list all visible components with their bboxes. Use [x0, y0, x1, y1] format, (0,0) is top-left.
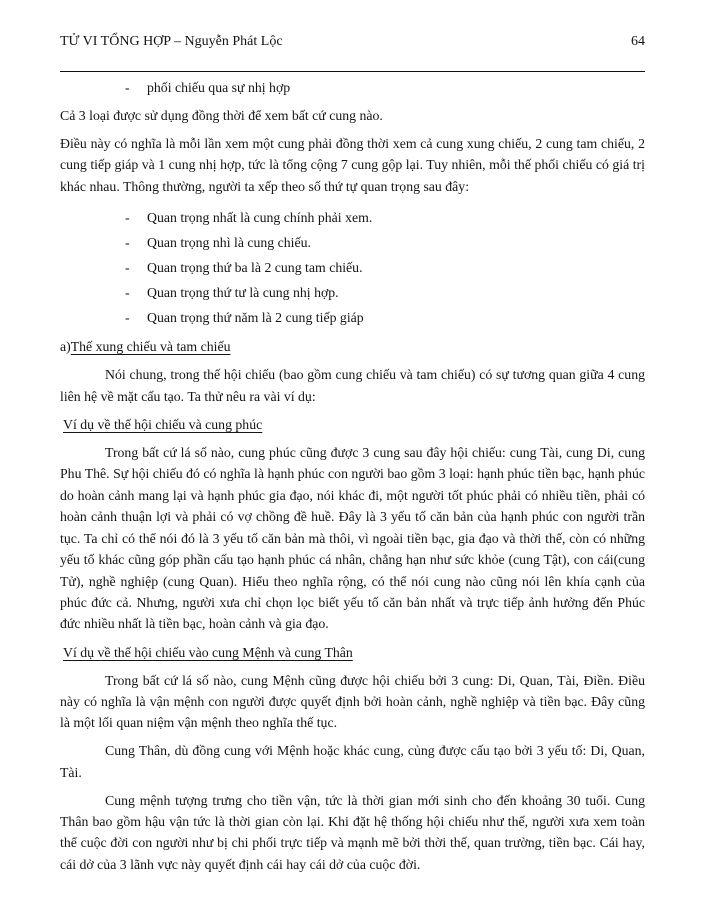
list-item-text: Quan trọng thứ tư là cung nhị hợp.: [147, 285, 339, 301]
example1-heading: Ví dụ về thế hội chiếu và cung phúc: [63, 417, 263, 433]
dash-marker: -: [125, 285, 130, 301]
list-item: [125, 257, 645, 278]
page-number: 64: [631, 34, 645, 49]
intro-list-item-text: phối chiếu qua sự nhị hợp: [147, 80, 291, 95]
intro-list-item: [125, 77, 645, 98]
example2-paragraph-2: Cung Thân, dù đồng cung với Mệnh hoặc khác cung, củng được cấu tạo bởi 3 yếu tố: Di, Quan, Tài.: [60, 743, 645, 780]
section-a-heading: [60, 336, 645, 357]
paragraph-usage: Cả 3 loại được sử dụng đồng thời để xem bất cứ cung nào.: [60, 107, 383, 123]
book-title: TỬ VI TỔNG HỢP – Nguyễn Phát Lộc: [60, 34, 283, 49]
list-item-text: Quan trọng nhì là cung chiếu.: [147, 235, 311, 251]
example2-paragraph-1: Trong bất cứ lá số nào, cung Mệnh cũng được hội chiếu bởi 3 cung: Di, Quan, Tài, Điền. Điều này có nghĩa là vận mệnh con người được quyết định bởi hoàn cảnh, nghề nghiệp và tiền bạc. Đây cũng là một lối quan niệm vận mệnh theo nghĩa thế tục.: [60, 672, 645, 731]
dash-marker: -: [125, 80, 130, 95]
example2-paragraph-3: Cung mệnh tượng trưng cho tiền vận, tức là thời gian mới sinh cho đến khoảng 30 tuổi. Cung Thân bao gồm hậu vận tức là thời gian còn lại. Khi đặt hệ thống hội chiếu như thế, người xưa xem toàn thể cuộc đời con người như bị chi phối trực tiếp và mạnh mẽ bởi thời thế, quan trường, tiền bạc. Cái hay, cái dở của 3 lãnh vực này quyết định cái hay cái dở của cuộc đời.: [60, 792, 645, 872]
list-item-text: Quan trọng nhất là cung chính phải xem.: [147, 210, 373, 226]
paragraph-noi-chung: Nói chung, trong thế hội chiếu (bao gồm cung chiếu và tam chiếu) có sự tương quan giữa 4 cung liên hệ về mặt cấu tạo. Ta thử nêu ra vài ví dụ:: [60, 367, 645, 404]
dash-marker: -: [125, 260, 130, 276]
dash-marker: -: [125, 210, 130, 226]
example1-paragraph: Trong bất cứ lá số nào, cung phúc cũng được 3 cung sau đây hội chiếu: cung Tài, cung Di, cung Phu Thê. Sự hội chiếu đó có nghĩa là hạnh phúc con người bao gồm 3 loại: hạnh phúc tiền bạc, hạnh phúc do hoàn cảnh mang lại và hạnh phúc gia đạo, nói khác đi, một người tốt phúc phải có nhiều tiền, phải có hoàn cảnh thuận lợi và phải có vợ chồng đề huề. Đây là 3 yếu tố căn bản của hạnh phúc con người trần tục. Ta chỉ có thể nói đó là 3 yếu tố căn bản mà thôi, vì ngoài tiền bạc, gia đạo và thời thế, còn có những yếu tố khác cũng góp phần cấu tạo hạnh phúc cá nhân, chẳng hạn như sức khỏe (cung Tật), con cái(cung Tử), nghề nghiệp (cung Quan). Hiểu theo nghĩa rộng, có thể nói cung nào cũng nói lên khía cạnh của phúc đức cả. Nhưng, người xưa chỉ chọn lọc biết yếu tố căn bản nhất và trực tiếp ảnh hưởng đến Phúc đức nhiều nhất là tiền bạc, hoàn cảnh và gia đạo.: [60, 445, 645, 632]
priority-list: [60, 207, 645, 328]
list-item-text: Quan trọng thứ năm là 2 cung tiếp giáp: [147, 310, 364, 326]
dash-marker: -: [125, 235, 130, 251]
header-divider: [60, 71, 645, 72]
example2-heading: Ví dụ về thế hội chiếu vào cung Mệnh và cung Thân: [63, 644, 353, 660]
list-item: [125, 282, 645, 303]
section-a-prefix: a): [60, 339, 71, 355]
list-item-text: Quan trọng thứ ba là 2 cung tam chiếu.: [147, 260, 363, 276]
section-a-title: Thế xung chiếu và tam chiếu: [70, 339, 231, 355]
list-item: [125, 207, 645, 228]
dash-marker: -: [125, 310, 130, 326]
list-item: [125, 307, 645, 328]
page-header: [60, 32, 645, 52]
list-item: [125, 232, 645, 253]
paragraph-explain: Điều này có nghĩa là mỗi lần xem một cung phải đồng thời xem cả cung xung chiếu, 2 cung tam chiếu, 2 cung tiếp giáp và 1 cung nhị hợp, tức là tổng cộng 7 cung gộp lại. Tuy nhiên, mỗi thế phối chiếu có giá trị khác nhau. Thông thường, người ta xếp theo số thứ tự quan trọng sau đây:: [60, 135, 645, 194]
